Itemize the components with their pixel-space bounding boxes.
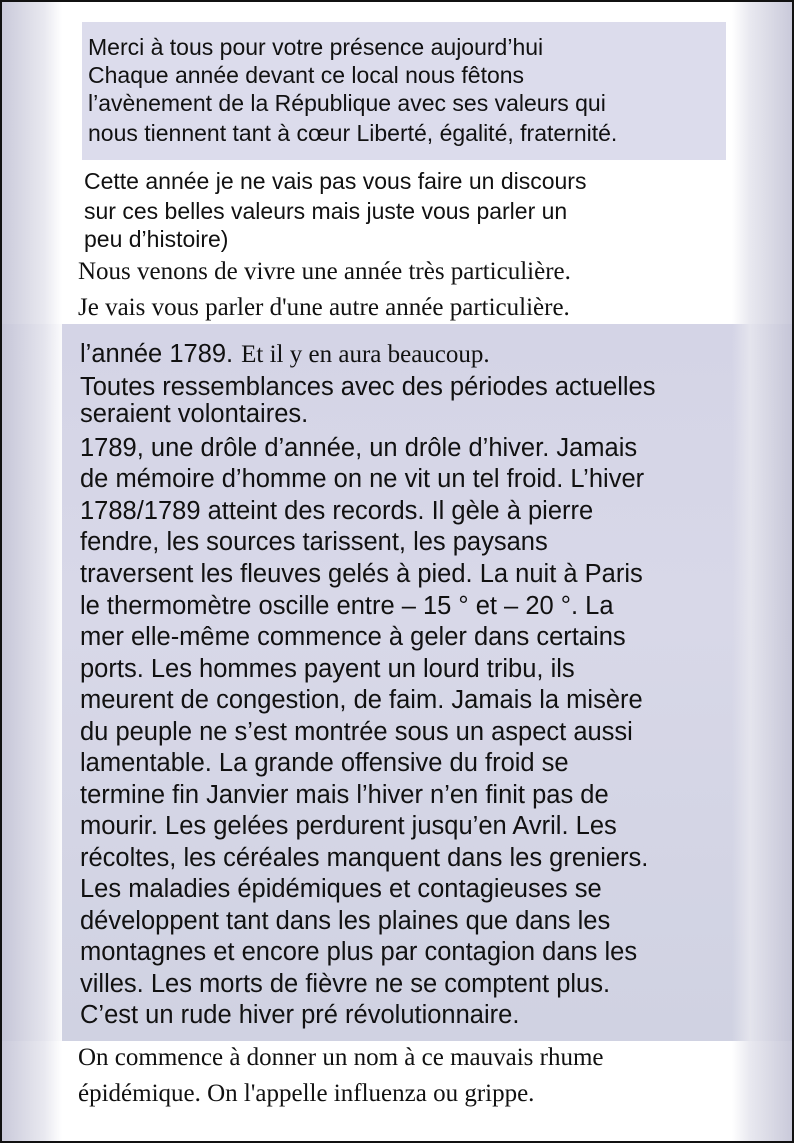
body-line: le thermomètre oscille entre – 15 ° et – 20 °. La: [80, 592, 614, 620]
body-line: montagnes et encore plus par contagion dans les: [80, 938, 638, 966]
year-line-sans: l’année 1789.: [80, 340, 234, 368]
body-line: Toutes ressemblances avec des périodes actuelles: [80, 373, 656, 401]
body-line: termine fin Janvier mais l’hiver n’en finit pas de: [80, 781, 609, 809]
body-line: 1788/1789 atteint des records. Il gèle à pierre: [80, 497, 594, 525]
scan-shadow-left: [2, 2, 62, 1141]
year-line: [80, 340, 490, 369]
body-line: Les maladies épidémiques et contagieuses se: [80, 875, 602, 903]
body-line: développent tant dans les plaines que dans les: [80, 907, 611, 935]
aside-line: Cette année je ne vais pas vous faire un discours: [84, 168, 587, 194]
serif-line: épidémique. On l'appelle influenza ou grippe.: [78, 1080, 535, 1107]
body-line: villes. Les morts de fièvre ne se comptent plus.: [80, 970, 611, 998]
body-line: traversent les fleuves gelés à pied. La nuit à Paris: [80, 560, 643, 588]
aside-line: sur ces belles valeurs mais juste vous parler un: [84, 198, 568, 224]
body-line: récoltes, les céréales manquent dans les greniers.: [80, 844, 649, 872]
body-line: du peuple ne s’est montrée sous un aspect aussi: [80, 718, 633, 746]
serif-line: Je vais vous parler d'une autre année particulière.: [78, 294, 570, 321]
body-line: mer elle-même commence à geler dans certains: [80, 623, 626, 651]
year-line-serif: Et il y en aura beaucoup.: [241, 341, 490, 368]
body-line: C’est un rude hiver pré révolutionnaire.: [80, 1001, 520, 1029]
body-line: ports. Les hommes payent un lourd tribu, ils: [80, 655, 575, 683]
scan-shadow-right: [732, 2, 792, 1141]
body-line: seraient volontaires.: [80, 400, 309, 428]
intro-line: nous tiennent tant à cœur Liberté, égalité, fraternité.: [88, 120, 618, 146]
body-line: de mémoire d’homme on ne vit un tel froid. L’hiver: [80, 465, 645, 493]
aside-line: peu d’histoire): [84, 226, 229, 252]
body-line: fendre, les sources tarissent, les paysans: [80, 528, 548, 556]
intro-line: Chaque année devant ce local nous fêtons: [88, 62, 525, 88]
body-line: lamentable. La grande offensive du froid se: [80, 749, 569, 777]
serif-line: Nous venons de vivre une année très particulière.: [78, 258, 571, 285]
body-line: mourir. Les gelées perdurent jusqu’en Avril. Les: [80, 812, 617, 840]
intro-line: Merci à tous pour votre présence aujourd’hui: [88, 34, 544, 60]
body-line: 1789, une drôle d’année, un drôle d’hiver. Jamais: [80, 434, 638, 462]
intro-line: l’avènement de la République avec ses valeurs qui: [88, 90, 606, 116]
serif-line: On commence à donner un nom à ce mauvais rhume: [78, 1044, 604, 1071]
body-line: meurent de congestion, de faim. Jamais la misère: [80, 686, 643, 714]
